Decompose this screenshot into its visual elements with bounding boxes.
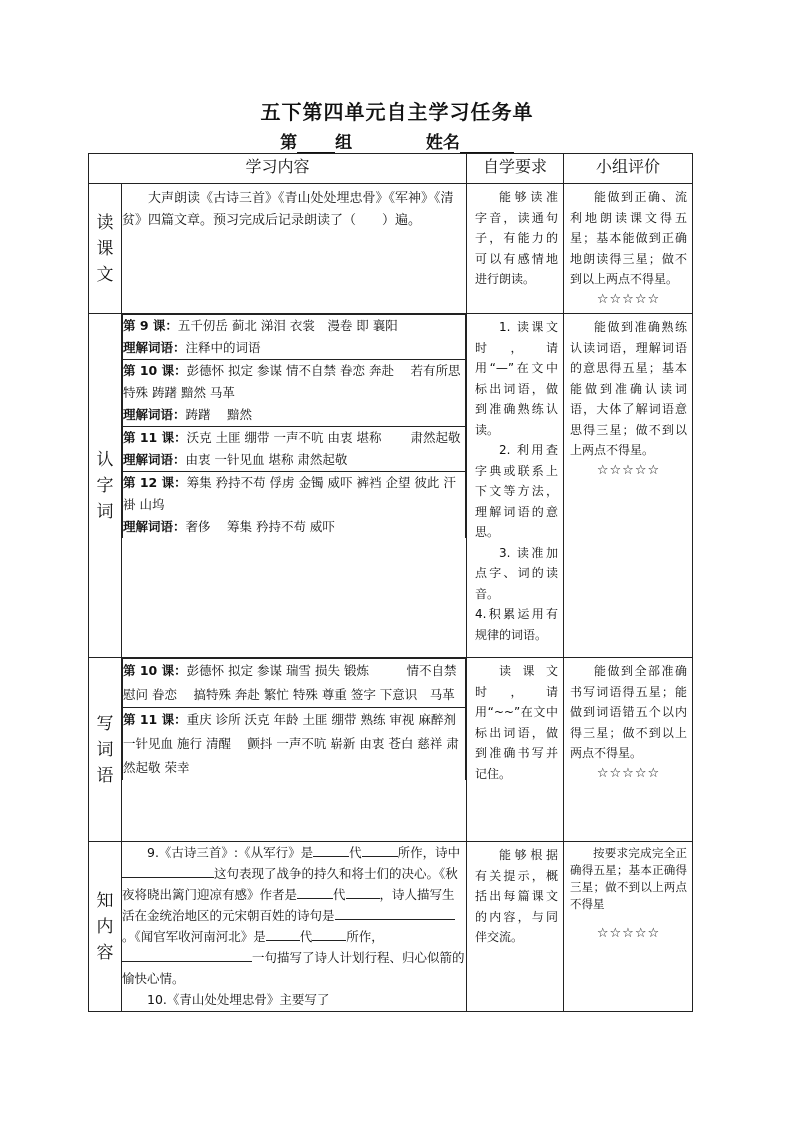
lesson-9: 第 9 课：五千仞岳 蓟北 涕泪 衣裳 漫卷 即 襄阳 理解词语：注释中的词语 — [123, 315, 466, 360]
group-suffix: 组 — [335, 133, 353, 153]
read-row — [89, 184, 693, 314]
read-stars[interactable]: ☆☆☆☆☆ — [596, 291, 661, 307]
page-title: 五下第四单元自主学习任务单 — [260, 100, 534, 124]
recognize-row — [89, 314, 693, 658]
write-stars[interactable]: ☆☆☆☆☆ — [596, 765, 661, 781]
lesson-10: 第 10 课：彭德怀 拟定 参谋 情不自禁 眷恋 奔赴 若有所思 特殊 踌躇 黯然 马革 理解词语：踌躇 黯然 — [123, 360, 466, 427]
header-evaluation: 小组评价 — [564, 154, 693, 184]
knowledge-requirement: 能够根据有关提示，概括出每篇课文的内容，与同伴交流。 — [467, 842, 564, 1012]
write-evaluation: 能做到全部准确书写词语得五星；能做到词语错五个以内得三星；做不到以上两点不得星。 ☆☆☆☆☆ — [564, 658, 693, 842]
write-lesson-10: 第 10 课：彭德怀 拟定 参谋 瑞雪 损失 锻炼 情不自禁 慰问 眷恋 搞特殊 奔赴 繁忙 特殊 尊重 签字 下意识 马革 — [123, 659, 466, 708]
blank-7[interactable] — [266, 926, 300, 941]
header-row — [89, 154, 693, 184]
blank-3[interactable] — [122, 863, 214, 878]
recognize-section-label: 认 字 词 — [89, 314, 122, 658]
knowledge-row — [89, 842, 693, 1012]
recognize-stars[interactable]: ☆☆☆☆☆ — [596, 462, 661, 478]
knowledge-section-label: 知 内 容 — [89, 842, 122, 1012]
read-evaluation: 能做到正确、流利地朗读课文得五星；基本能做到正确地朗读得三星；做不到以上两点不得星。 ☆☆☆☆☆ — [564, 184, 693, 314]
recognize-evaluation: 能做到准确熟练认读词语，理解词语的意思得五星；基本能做到准确认读词语，大体了解词语意思得三星；做不到以上两点不得星。 ☆☆☆☆☆ — [564, 314, 693, 658]
subtitle — [0, 128, 794, 153]
blank-5[interactable] — [346, 884, 380, 899]
task-table — [88, 153, 693, 1012]
blank-1[interactable] — [313, 842, 349, 857]
write-content — [122, 658, 467, 842]
name-label: 姓名 — [425, 133, 460, 153]
lesson-12: 第 12 课：筹集 矜持不苟 俘虏 金镯 威吓 裤裆 企望 彼此 汗褂 山坞 理解词语：奢侈 筹集 矜持不苟 威吓 — [123, 472, 466, 539]
group-prefix: 第 — [280, 133, 298, 153]
recognize-content — [122, 314, 467, 658]
recognize-requirement: 1. 读课文时，请用“—”在文中标出词语，做到准确熟练认读。 2. 利用查字典或联系上下文等方法，理解词语的意思。 3. 读准加点字、词的读音。 4.积累运用有规律的词语。 — [467, 314, 564, 658]
blank-4[interactable] — [297, 884, 333, 899]
blank-2[interactable] — [362, 842, 398, 857]
blank-9[interactable] — [122, 947, 252, 962]
knowledge-content: 9.《古诗三首》:《从军行》是 代 所作，诗中这句表现了战争的持久和将士们的决心。《秋夜将晓出篱门迎凉有感》作者是 代 ，诗人描写生活在金统治地区的元宋朝百姓的诗句是。《闻官军收河南河北》是 代 所作，一句描写了诗人计划行程、归心似箭的愉快心情。 10.《青山处处埋忠骨》主要写了 — [122, 842, 467, 1012]
write-lesson-11: 第 11 课：重庆 诊所 沃克 年龄 土匪 绷带 熟练 审视 麻醉剂 一针见血 施行 清醒 颤抖 一声不吭 崭新 由衷 苍白 慈祥 肃然起敬 荣幸 — [123, 708, 466, 781]
name-blank[interactable] — [460, 134, 514, 153]
write-row — [89, 658, 693, 842]
knowledge-evaluation: 按要求完成完全正确得五星；基本正确得三星；做不到以上两点不得星 ☆☆☆☆☆ — [564, 842, 693, 1012]
write-requirement: 读课文时，请用“~~”在文中标出词语，做到准确书写并记住。 — [467, 658, 564, 842]
knowledge-stars[interactable]: ☆☆☆☆☆ — [596, 926, 661, 941]
read-requirement: 能够读准字音，读通句子，有能力的可以有感情地进行朗读。 — [467, 184, 564, 314]
group-blank[interactable] — [297, 134, 335, 153]
header-requirement: 自学要求 — [467, 154, 564, 184]
read-content: 大声朗读《古诗三首》《青山处处埋忠骨》《军神》《清贫》四篇文章。预习完成后记录朗读了（ ）遍。 — [122, 184, 467, 314]
header-content: 学习内容 — [89, 154, 467, 184]
read-section-label: 读 课 文 — [89, 184, 122, 314]
write-section-label: 写 词 语 — [89, 658, 122, 842]
blank-6[interactable] — [335, 905, 455, 920]
lesson-11: 第 11 课：沃克 土匪 绷带 一声不吭 由衷 堪称 肃然起敬 理解词语：由衷 一针见血 堪称 肃然起敬 — [123, 427, 466, 472]
blank-8[interactable] — [312, 926, 346, 941]
